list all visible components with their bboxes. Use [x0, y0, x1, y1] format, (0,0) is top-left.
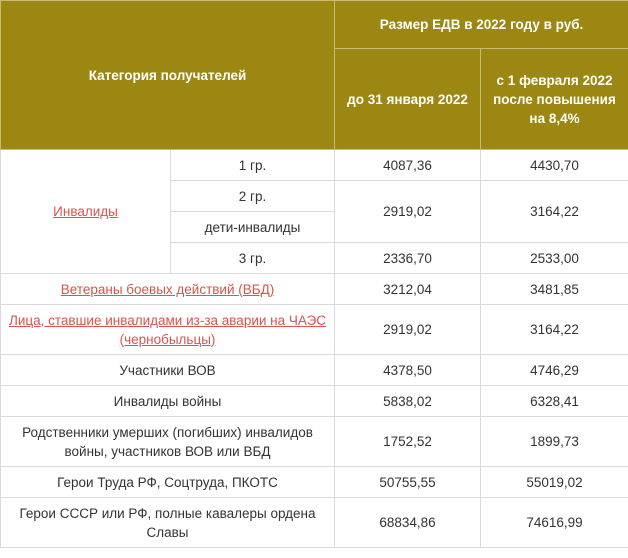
group-cell: 1 гр.: [171, 150, 335, 181]
category-cell: Участники ВОВ: [1, 355, 335, 386]
category-cell: [1, 305, 335, 355]
value-after: 6328,41: [481, 386, 628, 417]
table-row: [1, 150, 628, 181]
value-before: 2919,02: [335, 305, 481, 355]
category-cell: Герои Труда РФ, Соцтруда, ПКОТС: [1, 467, 335, 498]
value-before: 4087,36: [335, 150, 481, 181]
value-before: 1752,52: [335, 417, 481, 467]
chaes-link[interactable]: Лица, ставшие инвалидами из-за аварии на ЧАЭС (чернобыльцы): [8, 312, 327, 347]
category-header: Категория получателей: [1, 1, 335, 150]
value-before: 2919,02: [335, 181, 481, 243]
group-cell: 2 гр.: [171, 181, 335, 212]
before-header: до 31 января 2022: [335, 49, 481, 150]
value-before: 68834,86: [335, 498, 481, 548]
category-cell: Герои СССР или РФ, полные кавалеры ордена Славы: [1, 498, 335, 548]
value-after: 4746,29: [481, 355, 628, 386]
after-header: с 1 февраля 2022 после повышения на 8,4%: [481, 49, 628, 150]
value-before: 5838,02: [335, 386, 481, 417]
category-cell: Родственники умерших (погибших) инвалидов войны, участников ВОВ или ВБД: [1, 417, 335, 467]
category-cell: Инвалиды войны: [1, 386, 335, 417]
group-cell: 3 гр.: [171, 243, 335, 274]
value-after: 3164,22: [481, 181, 628, 243]
invalids-cell: [1, 150, 171, 274]
table-row: [1, 305, 628, 355]
group-cell: дети-инвалиды: [171, 212, 335, 243]
value-after: 55019,02: [481, 467, 628, 498]
table-row: [1, 467, 628, 498]
value-before: 50755,55: [335, 467, 481, 498]
table-row: [1, 417, 628, 467]
invalids-link[interactable]: Инвалиды: [53, 204, 118, 219]
value-after: 1899,73: [481, 417, 628, 467]
size-header: Размер ЕДВ в 2022 году в руб.: [335, 1, 628, 49]
table-row: [1, 386, 628, 417]
category-cell: [1, 274, 335, 305]
value-after: 2533,00: [481, 243, 628, 274]
table-row: [1, 274, 628, 305]
vbd-link[interactable]: Ветераны боевых действий (ВБД): [60, 281, 275, 297]
value-before: 3212,04: [335, 274, 481, 305]
value-after: 4430,70: [481, 150, 628, 181]
table-row: [1, 355, 628, 386]
value-before: 2336,70: [335, 243, 481, 274]
value-after: 3481,85: [481, 274, 628, 305]
table-row: [1, 498, 628, 548]
value-after: 3164,22: [481, 305, 628, 355]
header-row-1: [1, 1, 628, 49]
value-after: 74616,99: [481, 498, 628, 548]
value-before: 4378,50: [335, 355, 481, 386]
